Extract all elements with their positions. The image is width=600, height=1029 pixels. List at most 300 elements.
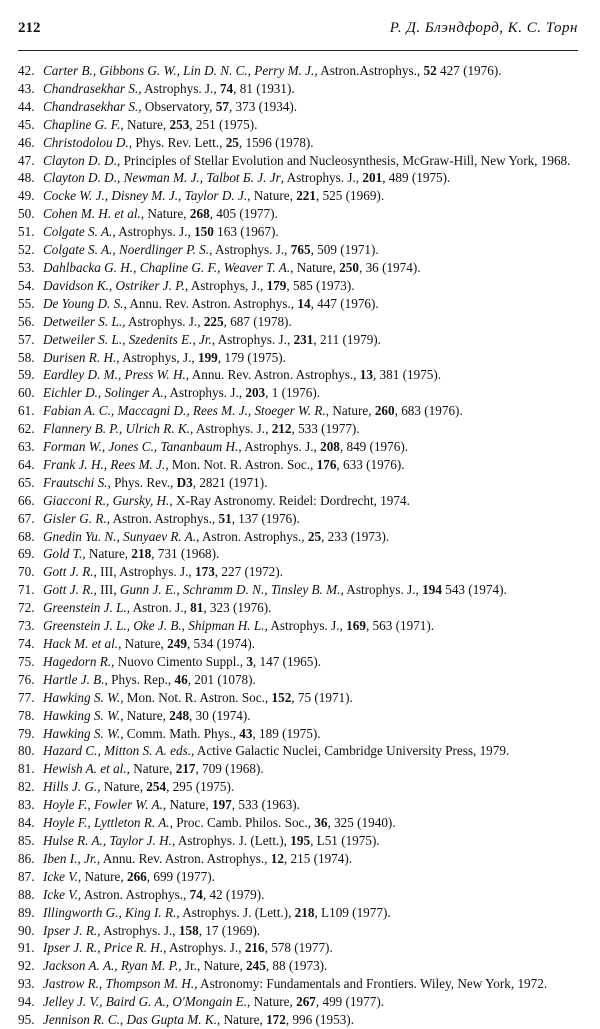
- reference-item: [18, 349, 584, 367]
- reference-volume: 74: [219, 80, 234, 96]
- reference-authors: Jelley J. V., Baird G. A., O'Mongain E.: [43, 994, 248, 1010]
- reference-authors: Flannery B. P., Ulrich R. K.: [43, 421, 190, 437]
- reference-item: [18, 778, 584, 796]
- reference-item: [18, 205, 584, 223]
- reference-number: 72.: [18, 600, 35, 616]
- reference-number: 91.: [18, 940, 35, 956]
- reference-number: 54.: [18, 277, 35, 293]
- reference-authors: Hills J. G.: [43, 779, 98, 795]
- reference-volume: 57: [215, 98, 229, 114]
- reference-item: [18, 116, 584, 134]
- reference-text: , 534 (1974).: [186, 636, 256, 651]
- reference-item: [18, 868, 584, 886]
- reference-text: , 75 (1971).: [291, 689, 353, 705]
- reference-authors: Icke V.: [43, 886, 78, 902]
- reference-item: [18, 456, 584, 474]
- reference-text: , Astrophys. J. (Lett.),: [176, 904, 295, 920]
- reference-item: [18, 599, 584, 617]
- reference-volume: 225: [203, 313, 224, 329]
- reference-text: , Comm. Math. Phys.,: [120, 725, 240, 741]
- reference-volume: 194: [422, 582, 442, 598]
- reference-authors: Gott J. R.: [43, 582, 94, 598]
- reference-number: 81.: [18, 761, 35, 777]
- reference-authors: Gisler G. R.: [43, 510, 107, 526]
- reference-volume: 74: [189, 886, 203, 902]
- reference-number: 52.: [18, 242, 35, 258]
- reference-authors: Gunn J. E., Schramm D. N., Tinsley B. M.: [119, 582, 341, 598]
- reference-number: 62.: [18, 421, 35, 437]
- reference-item: [18, 1011, 584, 1029]
- reference-number: 43.: [18, 80, 35, 96]
- reference-authors: Gnedin Yu. N., Sunyaev R. A.: [43, 528, 197, 544]
- reference-text: , 525 (1969).: [315, 188, 385, 204]
- reference-volume: 245: [246, 958, 266, 974]
- reference-text: , Nuovo Cimento Suppl.,: [111, 653, 247, 669]
- reference-volume: 765: [290, 242, 311, 258]
- reference-text: , Nature,: [217, 1012, 267, 1028]
- reference-number: 93.: [18, 976, 35, 992]
- reference-text: , 233 (1973).: [321, 528, 390, 544]
- reference-number: 70.: [18, 564, 35, 580]
- reference-volume: 268: [189, 206, 210, 222]
- reference-number: 42.: [18, 63, 35, 78]
- reference-volume: 216: [244, 940, 265, 956]
- reference-text: , Principles of Stellar Evolution and Nucleosynthesis, McGraw-Hill, New York, 1968.: [117, 152, 571, 168]
- reference-item: [18, 939, 584, 957]
- reference-volume: 199: [197, 349, 218, 365]
- reference-volume: 81: [190, 600, 204, 616]
- reference-text: , III, Astrophys. J.,: [93, 564, 196, 580]
- reference-item: [18, 850, 584, 868]
- reference-item: [18, 492, 584, 510]
- reference-volume: 179: [266, 277, 287, 293]
- reference-number: 56.: [18, 313, 35, 329]
- reference-text: , Astrophys. J.,: [97, 922, 179, 938]
- reference-item: [18, 545, 584, 563]
- reference-volume: 13: [359, 367, 373, 383]
- reference-authors: Hartle J. B.: [43, 671, 105, 687]
- reference-authors: Colgate S. A.: [43, 224, 113, 240]
- reference-volume: 249: [167, 636, 187, 651]
- reference-authors: Gold T.: [43, 546, 83, 562]
- reference-volume: 218: [294, 904, 315, 920]
- reference-item: [18, 886, 584, 904]
- reference-number: 64.: [18, 456, 35, 472]
- reference-item: [18, 420, 584, 438]
- reference-authors: Detweiler S. L.: [43, 313, 123, 329]
- reference-item: [18, 98, 584, 116]
- reference-volume: 203: [245, 385, 266, 401]
- reference-number: 95.: [18, 1012, 35, 1028]
- reference-number: 85.: [18, 832, 35, 848]
- reference-authors: Christodolou D.: [43, 134, 129, 150]
- reference-number: 49.: [18, 188, 35, 204]
- reference-volume: 176: [316, 456, 337, 472]
- reference-text: , 533 (1963).: [231, 797, 300, 813]
- reference-text: , 147 (1965).: [252, 653, 322, 669]
- reference-number: 66.: [18, 492, 35, 508]
- reference-text: , 227 (1972).: [214, 564, 283, 580]
- reference-text: 427 (1976).: [436, 63, 502, 78]
- reference-text: , Astron. Astrophys.,: [77, 886, 190, 902]
- reference-authors: Hoyle F., Lyttleton R. A.: [43, 815, 170, 831]
- reference-item: [18, 402, 584, 420]
- reference-item: [18, 187, 584, 205]
- reference-item: [18, 80, 584, 98]
- reference-text: , 381 (1975).: [372, 367, 442, 383]
- reference-text: , Astron. Astrophys.,: [106, 510, 219, 526]
- reference-text: , Astrophys. J.,: [340, 582, 423, 598]
- reference-text: , X-Ray Astronomy. Reidel: Dordrecht, 1974.: [169, 492, 410, 508]
- reference-number: 86.: [18, 850, 35, 866]
- reference-number: 84.: [18, 815, 35, 831]
- reference-authors: Greenstein J. L.: [43, 600, 127, 616]
- reference-volume: 52: [423, 63, 437, 78]
- reference-volume: D3: [176, 474, 193, 490]
- reference-item: [18, 957, 584, 975]
- reference-text: , 731 (1968).: [151, 546, 220, 562]
- reference-text: , 189 (1975).: [252, 725, 321, 741]
- reference-text: , 325 (1940).: [327, 815, 396, 831]
- reference-number: 46.: [18, 134, 35, 150]
- reference-text: , L51 (1975).: [310, 832, 380, 848]
- reference-number: 53.: [18, 259, 35, 275]
- reference-authors: Hewish A. et al.: [43, 761, 127, 777]
- page-header: [18, 14, 578, 50]
- reference-text: , 42 (1979).: [202, 886, 265, 902]
- reference-authors: Cohen M. H. et al.: [43, 206, 141, 222]
- reference-number: 65.: [18, 474, 35, 490]
- reference-authors: Jastrow R., Thompson M. H.: [43, 976, 195, 992]
- reference-authors: Greenstein J. L., Oke J. B., Shipman H. L.: [43, 618, 265, 634]
- reference-volume: 221: [296, 188, 316, 204]
- reference-authors: Clayton D. D., Newman M. J., Talbot Б. J. Jr: [43, 170, 281, 186]
- reference-number: 47.: [18, 152, 35, 168]
- page-number: 212: [18, 20, 41, 36]
- reference-item: [18, 277, 584, 295]
- reference-text: , Astrophys. J.,: [280, 170, 363, 186]
- reference-text: , Astrophys. J.,: [122, 313, 204, 329]
- reference-text: , 88 (1973).: [265, 958, 328, 974]
- reference-authors: Fabian A. C., Maccagni D., Rees M. J., Stoeger W. R.: [43, 403, 326, 419]
- reference-text: , 323 (1976).: [203, 600, 272, 616]
- reference-text: , Nature,: [120, 707, 170, 723]
- reference-text: , Astron. J.,: [126, 600, 191, 616]
- reference-item: [18, 313, 584, 331]
- reference-number: 68.: [18, 528, 35, 544]
- reference-text: , Mon. Not. R. Astron. Soc.,: [165, 456, 317, 472]
- reference-authors: Hoyle F., Fowler W. A.: [43, 797, 163, 813]
- reference-text: , Active Galactic Nuclei, Cambridge University Press, 1979.: [191, 743, 510, 759]
- reference-text: , 36 (1974).: [358, 259, 421, 275]
- reference-authors: Frautschi S.: [43, 474, 108, 490]
- reference-authors: Clayton D. D.: [43, 152, 117, 168]
- reference-text: , Astronomy: Fundamentals and Frontiers. Wiley, New York, 1972.: [194, 976, 548, 992]
- header-rule: [18, 50, 578, 51]
- reference-authors: Detweiler S. L., Szedenits E., Jr.: [43, 331, 212, 347]
- reference-item: [18, 653, 584, 671]
- reference-number: 74.: [18, 636, 35, 651]
- reference-text: , Nature,: [162, 797, 212, 813]
- reference-item: [18, 366, 584, 384]
- reference-volume: 217: [175, 761, 196, 777]
- reference-authors: De Young D. S.: [43, 295, 124, 311]
- reference-authors: Jackson A. A., Ryan M. P.: [43, 958, 179, 974]
- reference-item: [18, 742, 584, 760]
- reference-text: , Astrophys. J.,: [238, 439, 321, 455]
- reference-text: , Phys. Rep.,: [104, 671, 175, 687]
- reference-text: , 179 (1975).: [217, 349, 286, 365]
- reference-text: , Annu. Rev. Astron. Astrophys.,: [96, 850, 271, 866]
- reference-text: , 373 (1934).: [228, 98, 298, 114]
- reference-text: , Mon. Not. R. Astron. Soc.,: [120, 689, 272, 705]
- reference-authors: Giacconi R., Gursky, H.: [43, 492, 170, 508]
- reference-authors: Illingworth G., King I. R.: [43, 904, 177, 920]
- reference-item: [18, 62, 584, 80]
- reference-authors: Chapline G. F.: [43, 116, 121, 132]
- reference-volume: 208: [320, 439, 340, 455]
- reference-text: , Astrophys. J. (Lett.),: [171, 832, 291, 848]
- reference-number: 79.: [18, 725, 35, 741]
- reference-authors: Jennison R. C., Das Gupta M. K.: [43, 1012, 217, 1028]
- reference-number: 76.: [18, 671, 35, 687]
- reference-item: [18, 295, 584, 313]
- reference-text: , Nature,: [77, 868, 127, 884]
- reference-authors: Hack M. et al.: [43, 636, 119, 651]
- reference-item: [18, 707, 584, 725]
- reference-text: , 489 (1975).: [382, 170, 451, 186]
- reference-text: , 215 (1974).: [283, 850, 353, 866]
- reference-authors: Hagedorn R.: [43, 653, 112, 669]
- reference-text: , 996 (1953).: [285, 1012, 354, 1028]
- reference-item: [18, 993, 584, 1011]
- reference-volume: 253: [169, 116, 190, 132]
- reference-text: , 201 (1078).: [187, 671, 256, 687]
- reference-text: , Astrophys. J.,: [163, 385, 246, 401]
- reference-authors: Chandrasekhar S.: [43, 98, 139, 114]
- reference-text: , Nature,: [126, 761, 176, 777]
- reference-number: 50.: [18, 206, 35, 222]
- reference-volume: 3: [246, 653, 253, 669]
- reference-text: , III,: [93, 582, 120, 598]
- reference-item: [18, 725, 584, 743]
- reference-volume: 152: [271, 689, 292, 705]
- reference-list: [18, 62, 584, 1029]
- reference-item: [18, 528, 584, 546]
- reference-text: , Nature,: [247, 994, 297, 1010]
- reference-authors: Forman W., Jones C., Tananbaum H.: [43, 439, 239, 455]
- reference-text: 543 (1974).: [441, 582, 507, 598]
- reference-text: , 251 (1975).: [189, 116, 258, 132]
- reference-text: , 578 (1977).: [264, 940, 333, 956]
- reference-volume: 195: [290, 832, 311, 848]
- reference-text: , 2821 (1971).: [192, 474, 268, 490]
- reference-item: [18, 438, 584, 456]
- reference-text: , Astrophys. J.,: [209, 242, 291, 258]
- reference-text: , 563 (1971).: [365, 618, 435, 634]
- reference-authors: Hulse R. A., Taylor J. H.: [43, 832, 172, 848]
- reference-item: [18, 474, 584, 492]
- reference-text: , 81 (1931).: [233, 80, 295, 96]
- reference-volume: 158: [178, 922, 199, 938]
- reference-volume: 150: [194, 224, 214, 240]
- reference-authors: Hawking S. W.: [43, 707, 121, 723]
- reference-text: , Nature,: [82, 546, 132, 562]
- reference-text: , 849 (1976).: [339, 439, 409, 455]
- reference-text: , 1 (1976).: [265, 385, 321, 401]
- reference-authors: Colgate S. A., Noerdlinger P. S.: [43, 242, 210, 258]
- reference-number: 59.: [18, 367, 35, 383]
- reference-volume: 260: [374, 403, 395, 419]
- reference-text: , Observatory,: [138, 98, 216, 114]
- reference-volume: 46: [174, 671, 188, 687]
- reference-authors: Iben I., Jr.: [43, 850, 97, 866]
- reference-text: , Astrophys. J.,: [163, 940, 245, 956]
- reference-item: [18, 581, 584, 599]
- reference-item: [18, 331, 584, 349]
- reference-number: 83.: [18, 797, 35, 813]
- reference-volume: 14: [297, 295, 311, 311]
- reference-number: 69.: [18, 546, 35, 562]
- reference-item: [18, 689, 584, 707]
- reference-authors: Davidson K., Ostriker J. P.: [43, 277, 185, 293]
- reference-item: [18, 832, 584, 850]
- reference-text: , Astrophys. J.,: [190, 421, 272, 437]
- reference-number: 75.: [18, 653, 35, 669]
- reference-text: , 211 (1979).: [313, 331, 381, 347]
- reference-text: , 295 (1975).: [166, 779, 235, 795]
- reference-volume: 36: [314, 815, 328, 831]
- reference-item: [18, 563, 584, 581]
- reference-item: [18, 922, 584, 940]
- reference-number: 80.: [18, 743, 35, 759]
- reference-authors: Icke V.: [43, 868, 78, 884]
- reference-number: 57.: [18, 331, 35, 347]
- reference-volume: 172: [266, 1012, 286, 1028]
- reference-text: , Astrophys, J.,: [184, 277, 267, 293]
- reference-volume: 250: [339, 259, 359, 275]
- reference-volume: 25: [225, 134, 239, 150]
- reference-text: , Nature,: [325, 403, 375, 419]
- reference-text: , 509 (1971).: [310, 242, 379, 258]
- reference-text: , 499 (1977).: [315, 994, 385, 1010]
- reference-item: [18, 814, 584, 832]
- reference-item: [18, 169, 584, 187]
- reference-item: [18, 617, 584, 635]
- reference-volume: 201: [362, 170, 383, 186]
- reference-number: 92.: [18, 958, 35, 974]
- reference-number: 60.: [18, 385, 35, 401]
- reference-text: , Nature,: [118, 636, 168, 651]
- reference-volume: 25: [307, 528, 322, 544]
- reference-number: 61.: [18, 403, 35, 419]
- reference-text: , 533 (1977).: [291, 421, 360, 437]
- reference-volume: 212: [271, 421, 292, 437]
- reference-number: 82.: [18, 779, 35, 795]
- reference-text: , Nature,: [120, 116, 170, 132]
- reference-text: , Nature,: [97, 779, 147, 795]
- reference-number: 71.: [18, 582, 35, 598]
- reference-number: 58.: [18, 349, 35, 365]
- reference-volume: 267: [296, 994, 316, 1010]
- reference-item: [18, 635, 584, 653]
- reference-text: , 30 (1974).: [189, 707, 251, 723]
- reference-number: 51.: [18, 224, 35, 240]
- reference-text: , Annu. Rev. Astron. Astrophys.,: [185, 367, 360, 383]
- reference-text: , 405 (1977).: [209, 206, 278, 222]
- reference-text: , 709 (1968).: [195, 761, 264, 777]
- reference-text: , Astrophys. J.,: [112, 224, 195, 240]
- reference-text: Astron.Astrophys.,: [317, 63, 424, 78]
- reference-text: , Astrophys. J.,: [211, 331, 294, 347]
- reference-item: [18, 904, 584, 922]
- reference-number: 45.: [18, 116, 35, 132]
- reference-authors: Gott J. R.: [43, 564, 94, 580]
- reference-text: , Astrophys. J.,: [264, 618, 347, 634]
- reference-authors: Frank J. H., Rees M. J.: [43, 456, 166, 472]
- reference-item: [18, 223, 584, 241]
- reference-text: , 1596 (1978).: [238, 134, 314, 150]
- reference-authors: Chandrasekhar S.: [43, 80, 139, 96]
- reference-number: 78.: [18, 707, 35, 723]
- reference-text: , Proc. Camb. Philos. Soc.,: [169, 815, 315, 831]
- reference-volume: 266: [126, 868, 147, 884]
- reference-authors: Carter B., Gibbons G. W., Lin D. N. C., Perry M. J.,: [43, 63, 318, 78]
- reference-authors: Ipser J. R.: [43, 922, 98, 938]
- reference-text: , 683 (1976).: [394, 403, 463, 419]
- reference-item: [18, 671, 584, 689]
- reference-number: 73.: [18, 618, 35, 634]
- reference-authors: Hawking S. W.: [43, 689, 121, 705]
- reference-text: , 699 (1977).: [146, 868, 215, 884]
- reference-text: , Nature,: [290, 259, 340, 275]
- reference-text: , Astron. Astrophys.,: [196, 528, 308, 544]
- reference-number: 87.: [18, 868, 35, 884]
- reference-volume: 218: [131, 546, 152, 562]
- reference-authors: Eichler D., Solinger A.: [43, 385, 164, 401]
- reference-text: , 137 (1976).: [231, 510, 300, 526]
- reference-number: 77.: [18, 689, 35, 705]
- reference-volume: 173: [195, 564, 215, 580]
- reference-text: , 447 (1976).: [310, 295, 379, 311]
- reference-number: 88.: [18, 886, 35, 902]
- reference-text: , Nature,: [140, 206, 190, 222]
- reference-text: , L109 (1977).: [314, 904, 391, 920]
- reference-volume: 248: [169, 707, 190, 723]
- reference-text: , 633 (1976).: [336, 456, 405, 472]
- reference-item: [18, 241, 584, 259]
- reference-authors: Cocke W. J., Disney M. J., Taylor D. J.: [43, 188, 248, 204]
- reference-authors: Durisen R. H.: [43, 349, 117, 365]
- reference-item: [18, 760, 584, 778]
- reference-volume: 254: [146, 779, 167, 795]
- reference-volume: 43: [239, 725, 253, 741]
- running-head: Р. Д. Блэндфорд, К. С. Торн: [389, 20, 578, 36]
- reference-number: 90.: [18, 922, 35, 938]
- reference-item: [18, 259, 584, 277]
- reference-item: [18, 152, 584, 170]
- reference-text: , Astrophys. J.,: [138, 80, 220, 96]
- reference-text: , 687 (1978).: [223, 313, 292, 329]
- reference-number: 55.: [18, 295, 35, 311]
- reference-number: 67.: [18, 510, 35, 526]
- reference-item: [18, 134, 584, 152]
- reference-volume: 197: [211, 797, 232, 813]
- reference-text: , Phys. Rev.,: [107, 474, 177, 490]
- reference-authors: Dahlbacka G. H., Chapline G. F., Weaver T. A.: [43, 259, 291, 275]
- reference-number: 63.: [18, 439, 35, 455]
- reference-volume: 231: [293, 331, 314, 347]
